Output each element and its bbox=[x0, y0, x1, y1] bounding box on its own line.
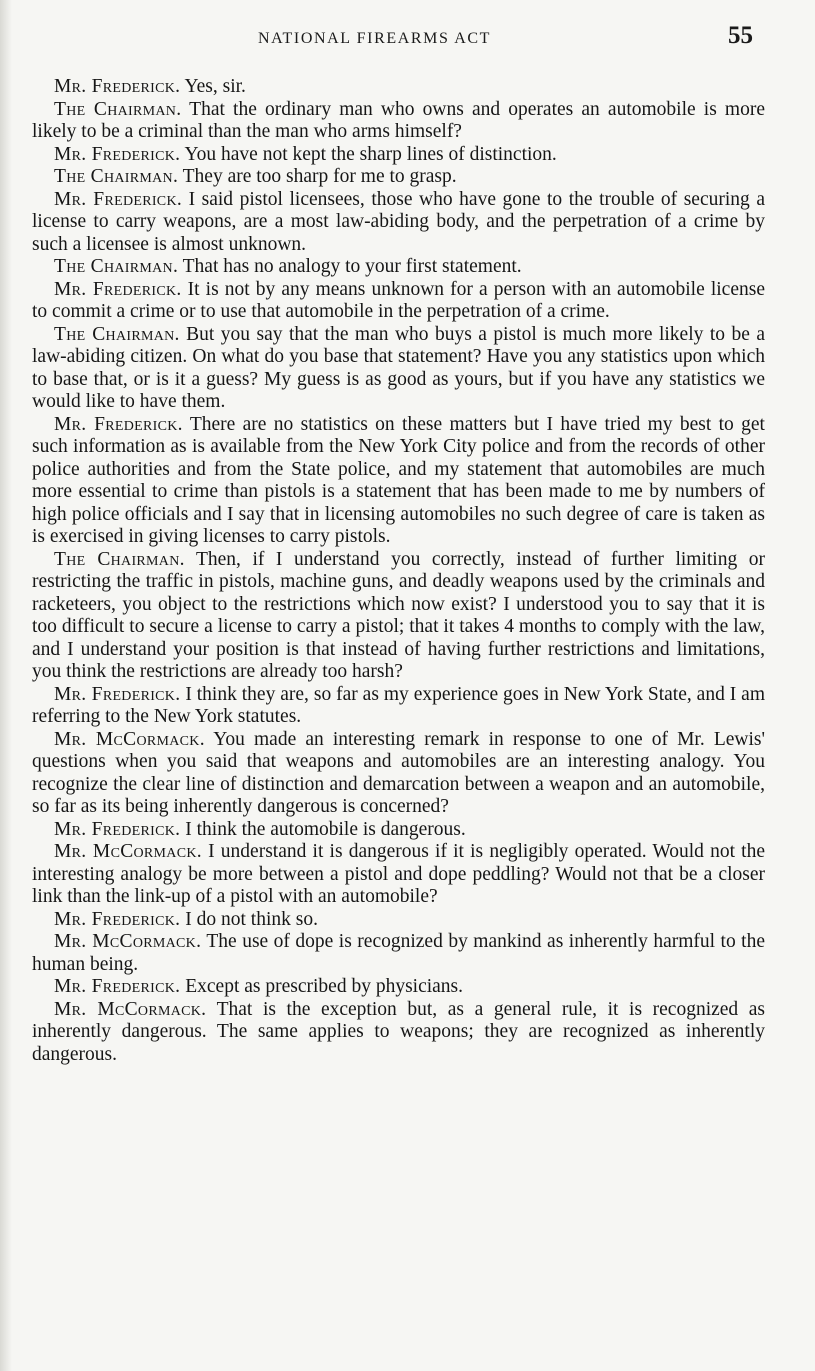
speech-text: But you say that the man who buys a pistol is much more likely to be a law-abiding citizen. On what do you base that statement? Have you any statistics upon which to base that, or is it a guess? My guess is as good as yours, but if you have any statistics we would like to have them. bbox=[32, 323, 765, 412]
testimony-paragraph bbox=[32, 819, 765, 842]
testimony-paragraph bbox=[32, 256, 765, 279]
testimony-paragraph bbox=[32, 549, 765, 684]
running-head-title: NATIONAL FIREARMS ACT bbox=[258, 30, 492, 47]
speech-text: Yes, sir. bbox=[180, 76, 246, 97]
testimony-paragraph bbox=[32, 841, 765, 909]
speech-text: The use of dope is recognized by mankind as inherently harmful to the human being. bbox=[32, 931, 766, 975]
speaker-name: Mr. Frederick. bbox=[54, 818, 181, 840]
page-number: 55 bbox=[728, 22, 753, 49]
speaker-name: Mr. Frederick. bbox=[54, 413, 183, 435]
testimony-paragraph bbox=[32, 76, 765, 99]
speaker-name: Mr. Frederick. bbox=[54, 683, 181, 705]
speech-text: You have not kept the sharp lines of distinction. bbox=[180, 143, 557, 165]
speech-text: That the ordinary man who owns and operates an automobile is more likely to be a criminal than the man who arms himself? bbox=[32, 98, 765, 142]
speaker-name: Mr. McCormack. bbox=[54, 841, 202, 862]
testimony-paragraph bbox=[32, 931, 765, 976]
speech-text: I understand it is dangerous if it is negligibly operated. Would not the interesting analogy be more between a pistol and dope peddling? Would not that be a closer link than the link-up of a pistol with an automobile? bbox=[32, 841, 765, 907]
testimony-paragraph bbox=[32, 324, 765, 414]
speaker-name: Mr. Frederick. bbox=[54, 908, 181, 930]
testimony-paragraph bbox=[32, 976, 765, 999]
speaker-name: Mr. Frederick. bbox=[54, 188, 183, 210]
speaker-name: The Chairman. bbox=[54, 323, 180, 345]
speaker-name: The Chairman. bbox=[54, 256, 179, 277]
testimony-paragraph bbox=[32, 909, 765, 932]
testimony-paragraph bbox=[32, 166, 765, 189]
testimony-paragraph bbox=[32, 144, 765, 167]
speech-text: I think the automobile is dangerous. bbox=[180, 818, 466, 840]
speech-text: I said pistol licensees, those who have gone to the trouble of securing a license to carry weapons, are a most law-abiding body, and the perpetration of a crime by such a licensee is almost unknown. bbox=[32, 188, 765, 255]
testimony-paragraph bbox=[32, 99, 765, 144]
testimony-paragraph bbox=[32, 999, 765, 1067]
testimony-paragraph bbox=[32, 684, 765, 729]
speech-text: They are too sharp for me to grasp. bbox=[178, 166, 457, 187]
speech-text: It is not by any means unknown for a person with an automobile license to commit a crime or to use that automobile in the perpetration of a crime. bbox=[32, 278, 765, 322]
testimony-body bbox=[32, 76, 765, 1066]
speech-text: That is the exception but, as a general rule, it is recognized as inherently dangerous. The same applies to weapons; they are recognized as inherently dangerous. bbox=[32, 998, 766, 1065]
speaker-name: Mr. Frederick. bbox=[54, 143, 181, 165]
scan-edge-shadow bbox=[0, 0, 12, 1371]
speaker-name: Mr. McCormack. bbox=[54, 931, 202, 952]
speech-text: You made an interesting remark in response to one of Mr. Lewis' questions when you said that weapons and automobiles are an interesting analogy. You recognize the clear line of distinction and demarcation between a weapon and an automobile, so far as its being inherently dangerous is concerned? bbox=[32, 728, 765, 817]
speech-text: I think they are, so far as my experience goes in New York State, and I am referring to the New York statutes. bbox=[32, 683, 765, 727]
speaker-name: The Chairman. bbox=[54, 98, 182, 120]
speaker-name: The Chairman. bbox=[54, 548, 185, 570]
speech-text: I do not think so. bbox=[180, 908, 318, 930]
speaker-name: Mr. Frederick. bbox=[54, 278, 182, 300]
testimony-paragraph bbox=[32, 189, 765, 257]
speech-text: Except as prescribed by physicians. bbox=[180, 976, 464, 997]
speech-text: Then, if I understand you correctly, instead of further limiting or restricting the traffic in pistols, machine guns, and deadly weapons used by the criminals and racketeers, you object to the restrictions which now exist? I understood you to say that it is too difficult to secure a license to carry a pistol; that it takes 4 months to comply with the law, and I understand your position is that instead of having further restrictions and limitations, you think the restrictions are already too harsh? bbox=[32, 548, 766, 682]
speaker-name: Mr. McCormack. bbox=[54, 998, 207, 1020]
testimony-paragraph bbox=[32, 279, 765, 324]
speech-text: There are no statistics on these matters but I have tried my best to get such information as is available from the New York City police and from the records of other police authorities and from the State police, and my statement that automobiles are much more essential to crime than pistols is a statement that has been made to me by numbers of high police officials and I say that in licensing automobiles no such degree of care is taken as is exercised in giving licenses to carry pistols. bbox=[32, 413, 765, 547]
testimony-paragraph bbox=[32, 414, 765, 549]
speaker-name: Mr. Frederick. bbox=[54, 76, 181, 97]
testimony-paragraph bbox=[32, 729, 765, 819]
speaker-name: The Chairman. bbox=[54, 166, 179, 187]
running-head bbox=[0, 22, 815, 56]
speaker-name: Mr. Frederick. bbox=[54, 976, 181, 997]
speech-text: That has no analogy to your first statement. bbox=[178, 256, 522, 277]
speaker-name: Mr. McCormack. bbox=[54, 728, 205, 750]
